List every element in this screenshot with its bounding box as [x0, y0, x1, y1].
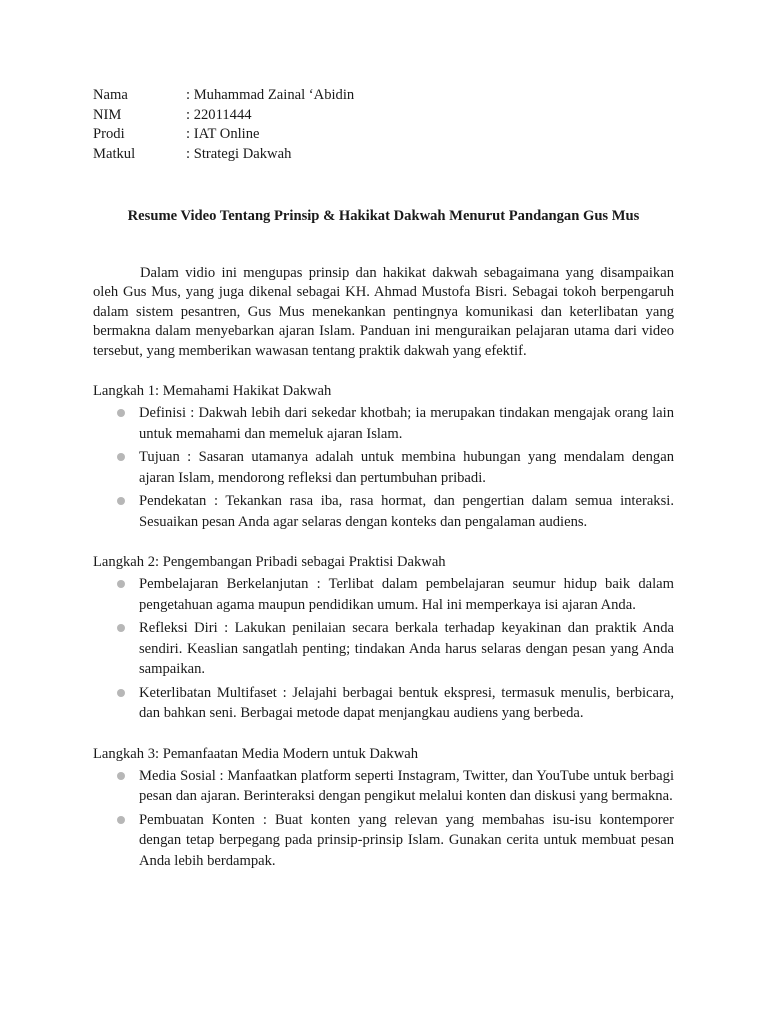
- list-item: [93, 574, 674, 615]
- list-item: [93, 683, 674, 724]
- step-heading: Langkah 2: Pengembangan Pribadi sebagai Praktisi Dakwah: [93, 554, 446, 571]
- list-item-text: Definisi : Dakwah lebih dari sekedar khotbah; ia merupakan tindakan mengajak orang lain untuk memahami dan memeluk ajaran Islam.: [139, 405, 674, 442]
- bullet-dot-icon: [117, 497, 125, 505]
- info-label: NIM: [93, 106, 122, 123]
- info-label: Prodi: [93, 126, 125, 142]
- info-value: : Muhammad Zainal ‘Abidin: [186, 87, 355, 103]
- bullet-dot-icon: [117, 624, 125, 632]
- info-row-matkul: [93, 145, 674, 165]
- step-section-3: [93, 744, 674, 872]
- info-row-nim: [93, 106, 674, 126]
- list-item-text: Pembuatan Konten : Buat konten yang relevan yang membahas isu-isu kontemporer dengan tetap berpegang pada prinsip-prinsip Islam. Gunakan cerita untuk membuat pesan Anda lebih berdampak.: [139, 811, 674, 869]
- list-item-text: Pendekatan : Tekankan rasa iba, rasa hormat, dan pengertian dalam semua interaksi. Sesuaikan pesan Anda agar selaras dengan konteks dan pengalaman audiens.: [139, 493, 674, 530]
- list-item-text: Keterlibatan Multifaset : Jelajahi berbagai bentuk ekspresi, termasuk menulis, berbicara, dan bahkan seni. Berbagai metode dapat menjangkau audiens yang berbeda.: [139, 684, 674, 722]
- info-value: : IAT Online: [186, 126, 260, 142]
- document-page: [93, 86, 674, 874]
- list-item: [93, 491, 674, 532]
- info-value: : 22011444: [186, 106, 252, 123]
- info-label: Matkul: [93, 145, 136, 162]
- list-item-text: Media Sosial : Manfaatkan platform seperti Instagram, Twitter, dan YouTube untuk berbagi pesan dan ajaran. Berinteraksi dengan pengikut melalui konten dan diskusi yang bermakna.: [139, 767, 674, 805]
- intro-paragraph: Dalam vidio ini mengupas prinsip dan hakikat dakwah sebagaimana yang disampaikan oleh Gus Mus, yang juga dikenal sebagai KH. Ahmad Mustofa Bisri. Sebagai tokoh berpengaruh dalam sistem pesantren, Gus Mus menekankan pentingnya komunikasi dan keterlibatan yang bermakna dalam menyebarkan ajaran Islam. Panduan ini menguraikan pelajaran utama dari video tersebut, yang memberikan wawasan tentang praktik dakwah yang efektif.: [93, 265, 674, 359]
- list-item: [93, 618, 674, 680]
- info-row-prodi: [93, 125, 674, 145]
- list-item: [93, 447, 674, 488]
- bullet-dot-icon: [117, 453, 125, 461]
- step-heading: Langkah 3: Pemanfaatan Media Modern untuk Dakwah: [93, 745, 419, 762]
- bullet-dot-icon: [117, 580, 125, 588]
- bullet-dot-icon: [117, 816, 125, 824]
- list-item: [93, 403, 674, 444]
- step-section-2: [93, 552, 674, 724]
- bullet-list: [93, 574, 674, 724]
- list-item-text: Refleksi Diri : Lakukan penilaian secara berkala terhadap keyakinan dan praktik Anda sendiri. Keaslian sangatlah penting; tindakan Anda harus selaras dengan pesan yang Anda sampaikan.: [139, 620, 674, 678]
- bullet-dot-icon: [117, 689, 125, 697]
- list-item-text: Pembelajaran Berkelanjutan : Terlibat dalam pembelajaran seumur hidup baik dalam pengetahuan agama maupun pendidikan umum. Hal ini memperkaya isi ajaran Anda.: [139, 576, 674, 613]
- info-row-nama: [93, 86, 674, 106]
- list-item: [93, 766, 674, 807]
- step-section-1: [93, 381, 674, 532]
- step-heading: Langkah 1: Memahami Hakikat Dakwah: [93, 383, 332, 400]
- bullet-dot-icon: [117, 409, 125, 417]
- bullet-list: [93, 403, 674, 532]
- bullet-list: [93, 766, 674, 872]
- bullet-dot-icon: [117, 772, 125, 780]
- document-title: Resume Video Tentang Prinsip & Hakikat Dakwah Menurut Pandangan Gus Mus: [127, 208, 640, 224]
- list-item-text: Tujuan : Sasaran utamanya adalah untuk membina hubungan yang mendalam dengan ajaran Islam, mendorong refleksi dan pertumbuhan pribadi.: [139, 449, 674, 486]
- info-label: Nama: [93, 87, 128, 103]
- student-info-block: [93, 86, 674, 164]
- list-item: [93, 810, 674, 872]
- info-value: : Strategi Dakwah: [186, 145, 292, 162]
